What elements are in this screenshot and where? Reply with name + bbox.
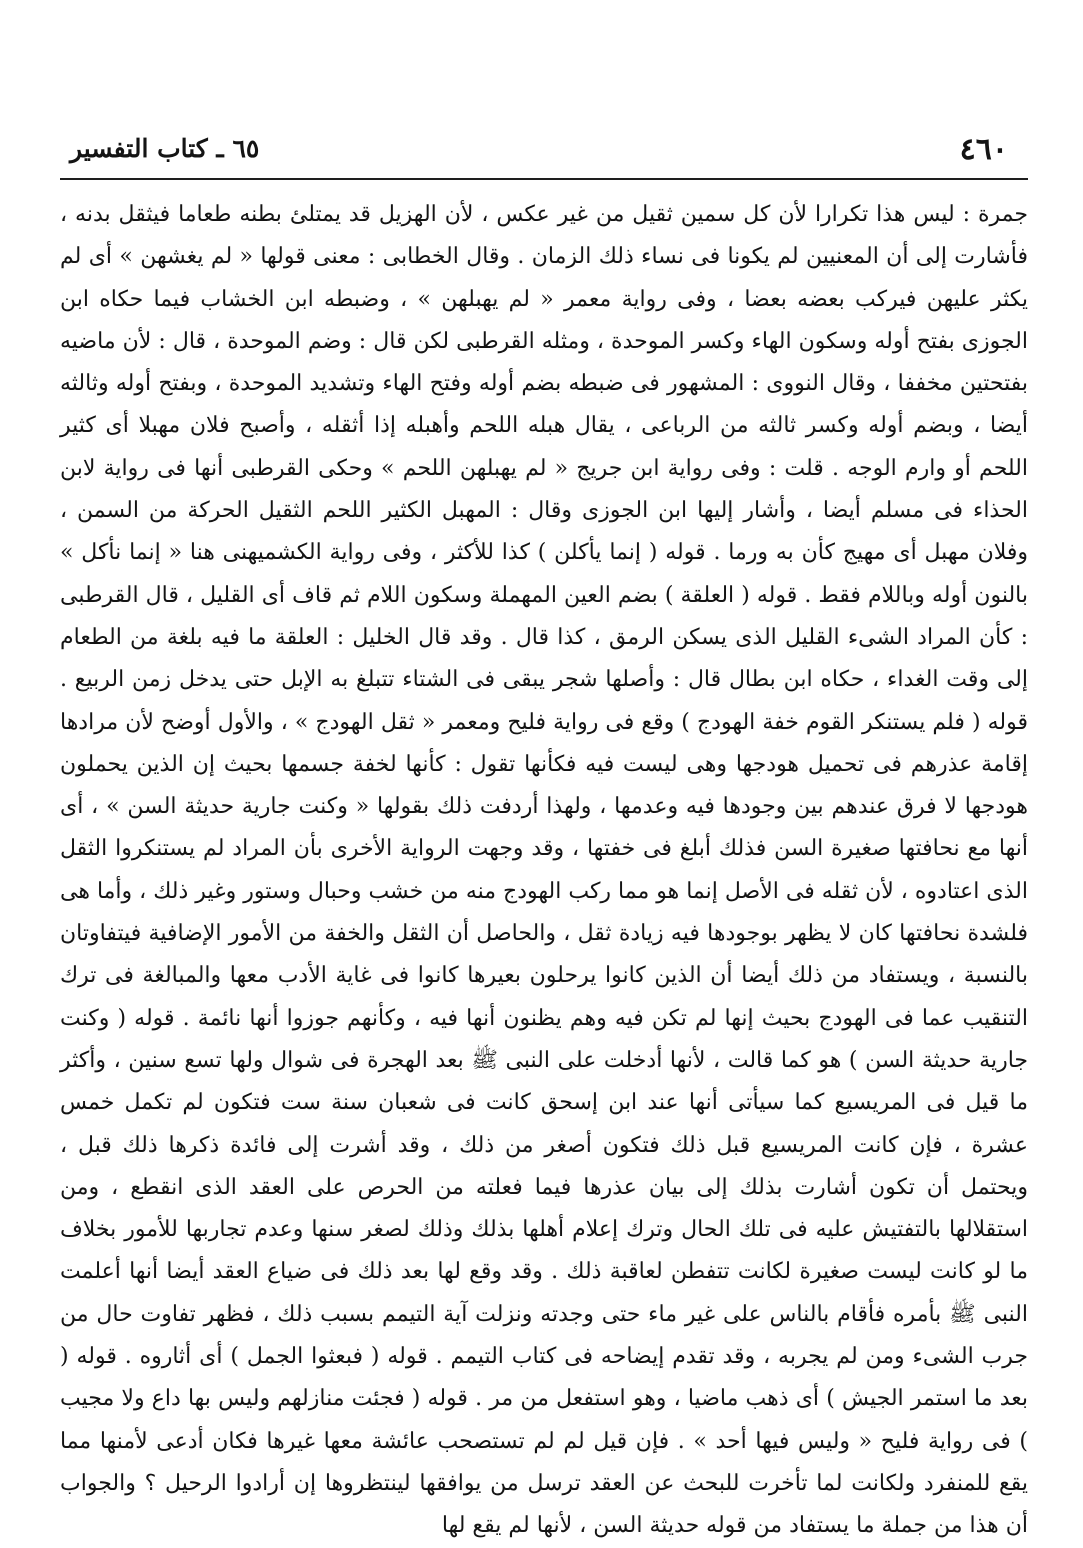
page-header: [60, 124, 1020, 180]
body-text: [60, 194, 1028, 1548]
running-head: ٦٥ ـ كتاب التفسير: [70, 134, 260, 163]
header-divider: [60, 178, 1028, 180]
page-number: ٤٦٠: [959, 132, 1008, 167]
body-paragraph: جمرة : ليس هذا تكرارا لأن كل سمين ثقيل من غير عكس ، لأن الهزيل قد يمتلئ بطنه طعاما فيثقل بدنه ، فأشارت إلى أن المعنيين لم يكونا فى نساء ذلك الزمان . وقال الخطابى : معنى قولها « لم يغشهن » أى لم يكثر عليهن فيركب بعضه بعضا ، وفى رواية معمر « لم يهبلهن » ، وضبطه ابن الخشاب فيما حكاه ابن الجوزى بفتح أوله وسكون الهاء وكسر الموحدة ، ومثله القرطبى لكن قال : وضم الموحدة ، قال : لأن ماضيه بفتحتين مخففا ، وقال النووى : المشهور فى ضبطه بضم أوله وفتح الهاء وتشديد الموحدة ، وبفتح أوله وثالثه أيضا ، وبضم أوله وكسر ثالثه من الرباعى ، يقال هبله اللحم وأهبله إذا أثقله ، وأصبح فلان مهبلا أى كثير اللحم أو وارم الوجه . قلت : وفى رواية ابن جريج « لم يهبلهن اللحم » وحكى القرطبى أنها فى رواية لابن الحذاء فى مسلم أيضا ، وأشار إليها ابن الجوزى وقال : المهبل الكثير اللحم الثقيل الحركة من السمن ، وفلان مهبل أى مهيج كأن به ورما . قوله ( إنما يأكلن ) كذا للأكثر ، وفى رواية الكشميهنى هنا « إنما نأكل » بالنون أوله وباللام فقط . قوله ( العلقة ) بضم العين المهملة وسكون اللام ثم قاف أى القليل ، قال القرطبى : كأن المراد الشىء القليل الذى يسكن الرمق ، كذا قال . وقد قال الخليل : العلقة ما فيه بلغة من الطعام إلى وقت الغداء ، حكاه ابن بطال قال : وأصلها شجر يبقى فى الشتاء تتبلغ به الإبل حتى يدخل زمن الربيع . قوله ( فلم يستنكر القوم خفة الهودج ) وقع فى رواية فليح ومعمر « ثقل الهودج » ، والأول أوضح لأن مرادها إقامة عذرهم فى تحميل هودجها وهى ليست فيه فكأنها تقول : كأنها لخفة جسمها بحيث إن الذين يحملون هودجها لا فرق عندهم بين وجودها فيه وعدمها ، ولهذا أردفت ذلك بقولها « وكنت جارية حديثة السن » ، أى أنها مع نحافتها صغيرة السن فذلك أبلغ فى خفتها ، وقد وجهت الرواية الأخرى بأن المراد لم يستنكروا الثقل الذى اعتادوه ، لأن ثقله فى الأصل إنما هو مما ركب الهودج منه من خشب وحبال وستور وغير ذلك ، وأما هى فلشدة نحافتها كان لا يظهر بوجودها فيه زيادة ثقل ، والحاصل أن الثقل والخفة من الأمور الإضافية فيتفاوتان بالنسبة ، ويستفاد من ذلك أيضا أن الذين كانوا يرحلون بعيرها كانوا فى غاية الأدب معها والمبالغة فى ترك التنقيب عما فى الهودج بحيث إنها لم تكن فيه وهم يظنون أنها فيه ، وكأنهم جوزوا أنها نائمة . قوله ( وكنت جارية حديثة السن ) هو كما قالت ، لأنها أدخلت على النبى ﷺ بعد الهجرة فى شوال ولها تسع سنين ، وأكثر ما قيل فى المريسيع كما سيأتى أنها عند ابن إسحق كانت فى شعبان سنة ست فتكون لم تكمل خمس عشرة ، فإن كانت المريسيع قبل ذلك فتكون أصغر من ذلك ، وقد أشرت إلى فائدة ذكرها ذلك قبل ، ويحتمل أن تكون أشارت بذلك إلى بيان عذرها فيما فعلته من الحرص على العقد الذى انقطع ، ومن استقلالها بالتفتيش عليه فى تلك الحال وترك إعلام أهلها بذلك وذلك لصغر سنها وعدم تجاربها للأمور بخلاف ما لو كانت ليست صغيرة لكانت تتفطن لعاقبة ذلك . وقد وقع لها بعد ذلك فى ضياع العقد أيضا أنها أعلمت النبى ﷺ بأمره فأقام بالناس على غير ماء حتى وجدته ونزلت آية التيمم بسبب ذلك ، فظهر تفاوت حال من جرب الشىء ومن لم يجربه ، وقد تقدم إيضاحه فى كتاب التيمم . قوله ( فبعثوا الجمل ) أى أثاروه . قوله ( بعد ما استمر الجيش ) أى ذهب ماضيا ، وهو استفعل من مر . قوله ( فجئت منازلهم وليس بها داع ولا مجيب ) فى رواية فليح « وليس فيها أحد » . فإن قيل لم لم تستصحب عائشة معها غيرها فكان أدعى لأمنها مما يقع للمنفرد ولكانت لما تأخرت للبحث عن العقد ترسل من يوافقها لينتظروها إن أرادوا الرحيل ؟ والجواب أن هذا من جملة ما يستفاد من قوله حديثة السن ، لأنها لم يقع لها: [60, 202, 1029, 1539]
